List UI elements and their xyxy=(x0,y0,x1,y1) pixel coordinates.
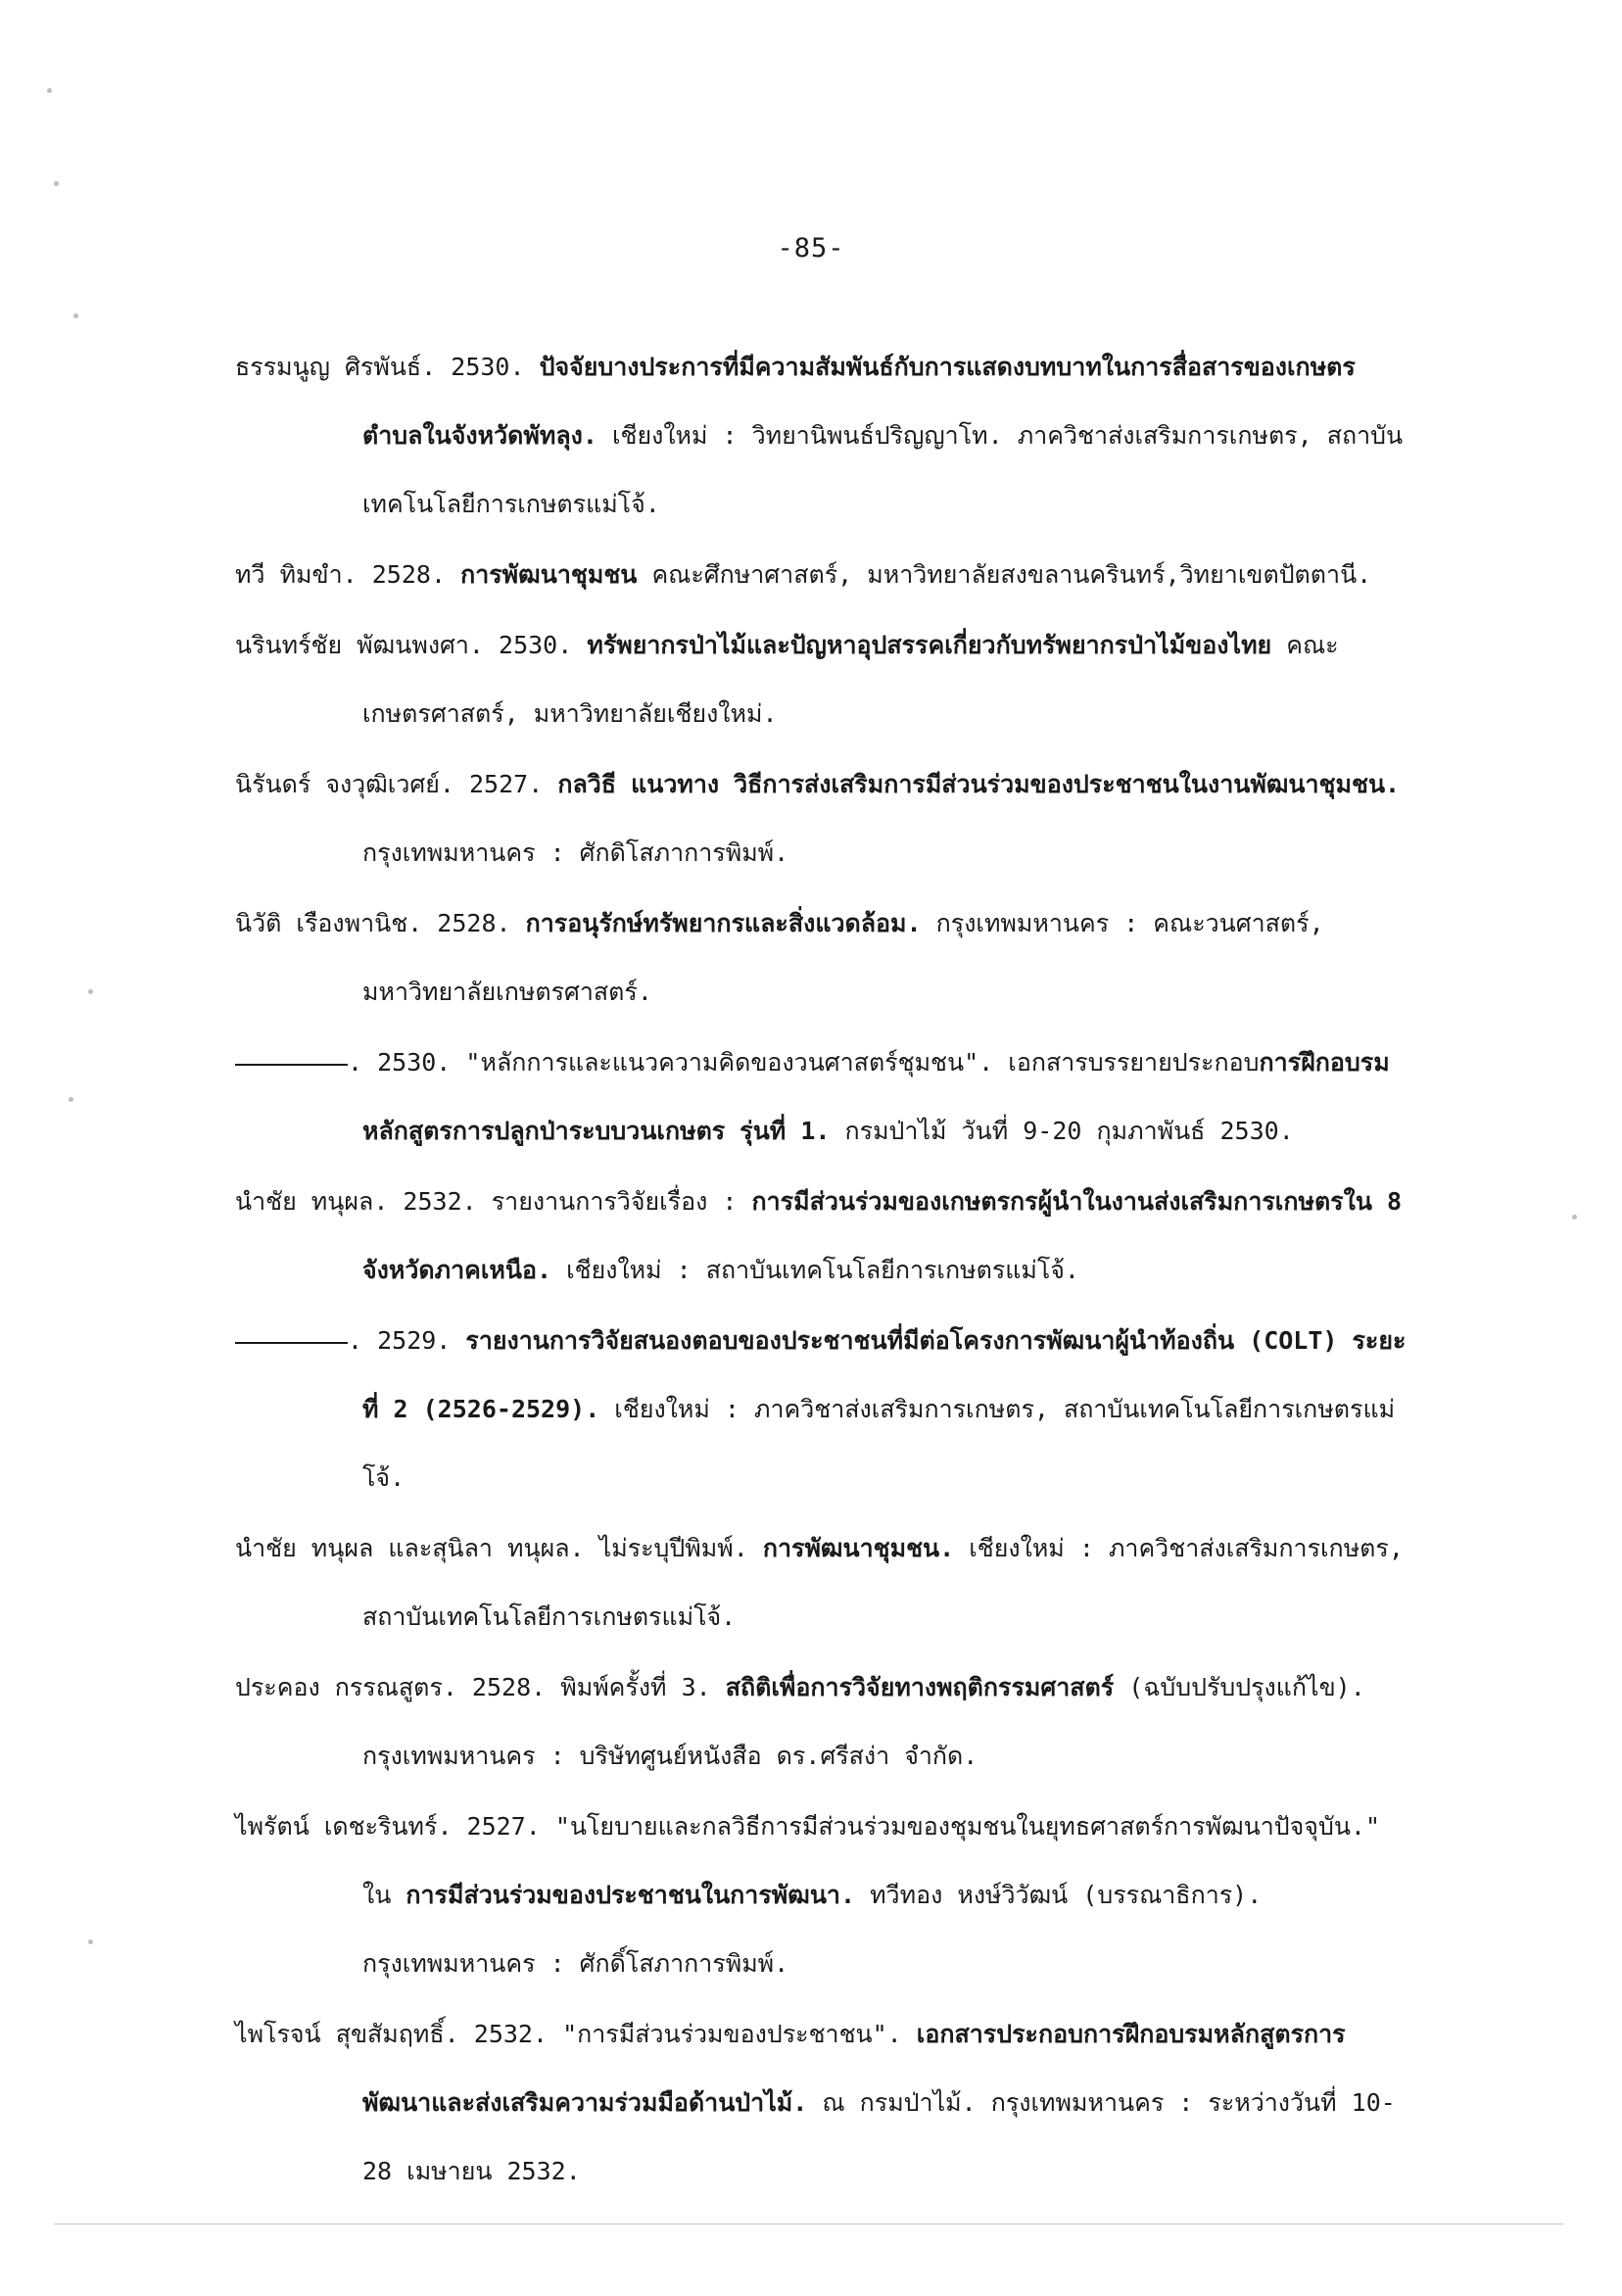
reference-title: การมีส่วนร่วมของประชาชนในการพัฒนา. xyxy=(406,1881,856,1909)
reference-publication: คณะเกษตรศาสตร์, มหาวิทยาลัยเชียงใหม่. xyxy=(362,631,1339,728)
reference-title: การพัฒนาชุมชน. xyxy=(762,1534,955,1562)
reference-entry xyxy=(235,611,1410,748)
reference-publication: (ฉบับปรับปรุงแก้ไข). กรุงเทพมหานคร : บริษัทศูนย์หนังสือ ดร.ศรีสง่า จำกัด. xyxy=(362,1673,1365,1770)
reference-author: นำชัย ทนุผล. 2532. รายงานการวิจัยเรื่อง : xyxy=(235,1187,752,1216)
reference-publication: เชียงใหม่ : ภาควิชาส่งเสริมการเกษตร, สถาบันเทคโนโลยีการเกษตรแม่โจ้. xyxy=(362,1395,1396,1492)
scan-speck xyxy=(54,181,59,186)
reference-publication: เชียงใหม่ : ภาควิชาส่งเสริมการเกษตร, สถาบันเทคโนโลยีการเกษตรแม่โจ้. xyxy=(362,1534,1404,1631)
reference-author: ธรรมนูญ ศิรพันธ์. 2530. xyxy=(235,353,540,381)
reference-title: การพัฒนาชุมชน xyxy=(460,560,638,589)
reference-title: การมีส่วนร่วมของเกษตรกรผู้นำในงานส่งเสริมการเกษตรใน 8 จังหวัดภาคเหนือ. xyxy=(362,1187,1403,1284)
reference-author: นรินทร์ชัย พัฒนพงศา. 2530. xyxy=(235,631,588,659)
scan-speck xyxy=(69,1097,73,1102)
reference-entry xyxy=(235,1514,1410,1651)
repeated-author-line xyxy=(235,1062,348,1066)
reference-author: นิรันดร์ จงวุฒิเวศย์. 2527. xyxy=(235,770,558,798)
reference-publication: ณ กรมป่าไม้. กรุงเทพมหานคร : ระหว่างวันที่ 10-28 เมษายน 2532. xyxy=(362,2088,1396,2185)
repeated-author-line xyxy=(235,1340,348,1344)
reference-entry xyxy=(235,1653,1410,1791)
reference-author: . 2529. xyxy=(348,1326,466,1355)
reference-title: รายงานการวิจัยสนองตอบของประชาชนที่มีต่อโครงการพัฒนาผู้นำท้องถิ่น (COLT) ระยะที่ 2 (2526-2529). xyxy=(362,1326,1407,1423)
reference-publication: กรุงเทพมหานคร : คณะวนศาสตร์, มหาวิทยาลัยเกษตรศาสตร์. xyxy=(362,909,1324,1006)
reference-publication: กรุงเทพมหานคร : ศักดิโสภาการพิมพ์. xyxy=(362,838,789,867)
scan-speck xyxy=(47,88,52,93)
reference-entry xyxy=(235,333,1410,539)
reference-publication: คณะศึกษาศาสตร์, มหาวิทยาลัยสงขลานครินทร์,วิทยาเขตปัตตานี. xyxy=(637,560,1372,589)
reference-title: เอกสารประกอบการฝึกอบรมหลักสูตรการพัฒนาและส่งเสริมความร่วมมือด้านป่าไม้. xyxy=(362,2020,1346,2117)
scan-speck xyxy=(88,989,93,994)
reference-entry xyxy=(235,889,1410,1027)
reference-entry xyxy=(235,541,1410,609)
page-number: -85- xyxy=(777,233,845,263)
reference-title: กลวิธี แนวทาง วิธีการส่งเสริมการมีส่วนร่วมของประชาชนในงานพัฒนาชุมชน. xyxy=(557,770,1401,798)
reference-title: ทรัพยากรป่าไม้และปัญหาอุปสรรคเกี่ยวกับทรัพยากรป่าไม้ของไทย xyxy=(587,631,1272,659)
reference-title: ปัจจัยบางประการที่มีความสัมพันธ์กับการแสดงบทบาทในการสื่อสารของเกษตรตำบลในจังหวัดพัทลุง. xyxy=(362,353,1356,450)
reference-author: ไพรัตน์ เดชะรินทร์. 2527. "นโยบายและกลวิธีการมีส่วนร่วมของชุมชนในยุทธศาสตร์การพัฒนาปัจจุบัน." ใน xyxy=(235,1812,1381,1909)
reference-author: ทวี ทิมขำ. 2528. xyxy=(235,560,461,589)
reference-title: การฝึกอบรมหลักสูตรการปลูกป่าระบบวนเกษตร รุ่นที่ 1. xyxy=(362,1048,1390,1145)
reference-author: นิวัติ เรืองพานิช. 2528. xyxy=(235,909,526,937)
scan-speck xyxy=(73,313,78,318)
reference-entry xyxy=(235,750,1410,887)
reference-publication: เชียงใหม่ : วิทยานิพนธ์ปริญญาโท. ภาควิชาส่งเสริมการเกษตร, สถาบันเทคโนโลยีการเกษตรแม่โจ้. xyxy=(362,421,1404,518)
reference-publication: ทวีทอง หงษ์วิวัฒน์ (บรรณาธิการ). กรุงเทพมหานคร : ศักดิ์โสภาการพิมพ์. xyxy=(362,1881,1263,1978)
scan-speck xyxy=(88,1939,93,1944)
reference-publication: กรมป่าไม้ วันที่ 9-20 กุมภาพันธ์ 2530. xyxy=(830,1117,1294,1145)
reference-entry xyxy=(235,1028,1410,1166)
reference-author: นำชัย ทนุผล และสุนิลา ทนุผล. ไม่ระบุปีพิมพ์. xyxy=(235,1534,763,1562)
scan-speck xyxy=(1572,1215,1577,1220)
reference-entry xyxy=(235,2000,1410,2206)
reference-author: ประคอง กรรณสูตร. 2528. พิมพ์ครั้งที่ 3. xyxy=(235,1673,726,1701)
reference-entry xyxy=(235,1307,1410,1512)
reference-entry xyxy=(235,1168,1410,1305)
reference-title: การอนุรักษ์ทรัพยากรและสิ่งแวดล้อม. xyxy=(525,909,922,937)
reference-entry xyxy=(235,1793,1410,1998)
reference-title: สถิติเพื่อการวิจัยทางพฤติกรรมศาสตร์ xyxy=(725,1673,1115,1701)
reference-author: ไพโรจน์ สุขสัมฤทธิ์. 2532. "การมีส่วนร่วมของประชาชน". xyxy=(235,2020,917,2048)
reference-author: . 2530. "หลักการและแนวความคิดของวนศาสตร์ชุมชน". เอกสารบรรยายประกอบ xyxy=(348,1048,1260,1076)
reference-list xyxy=(235,333,1410,2208)
reference-publication: เชียงใหม่ : สถาบันเทคโนโลยีการเกษตรแม่โจ้. xyxy=(551,1256,1079,1284)
